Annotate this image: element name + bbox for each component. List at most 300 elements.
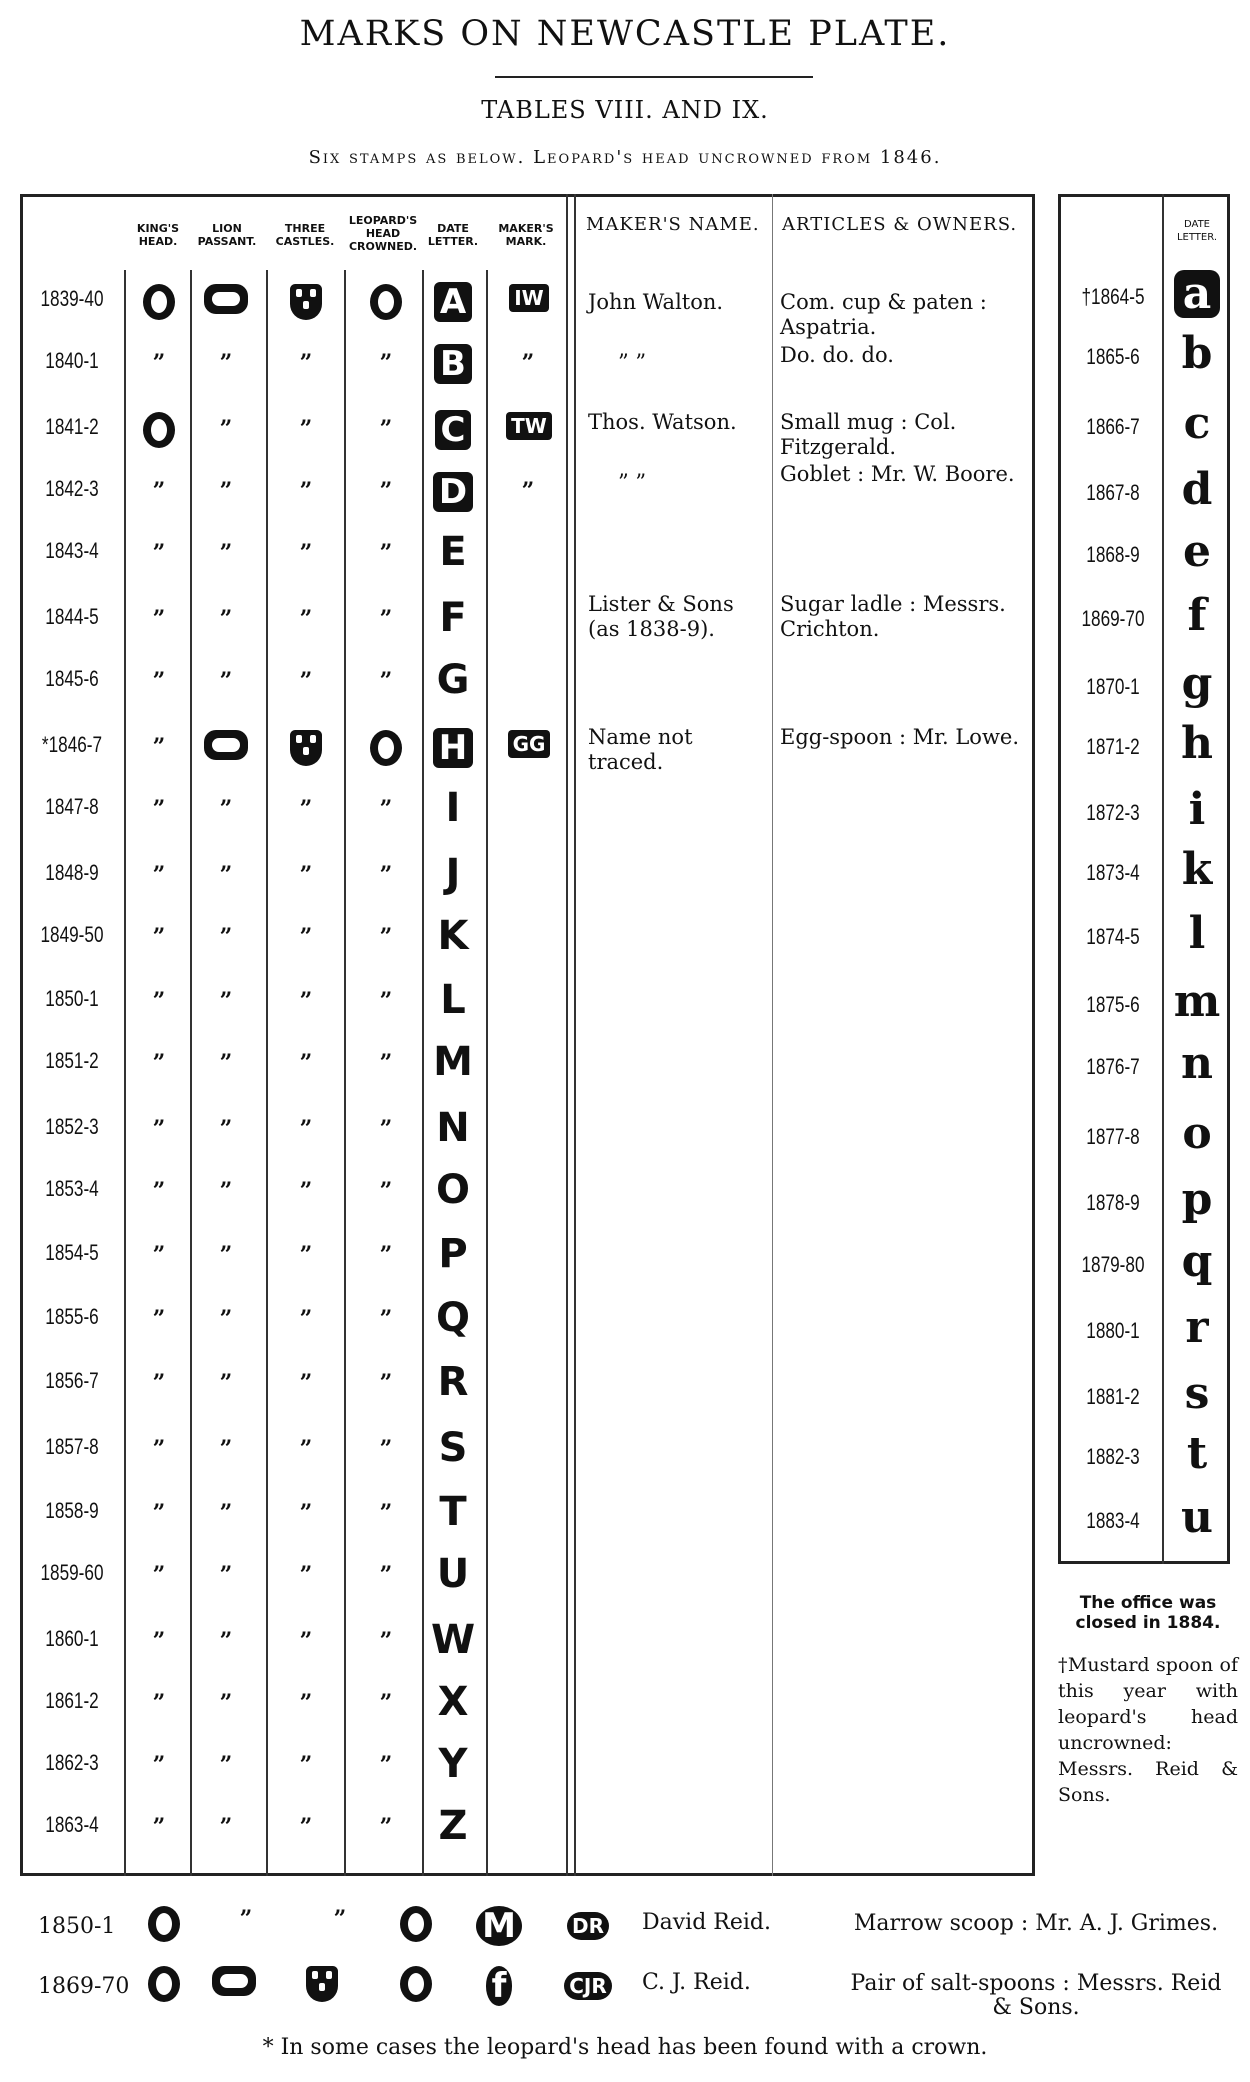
ditto-mark: ”	[299, 1752, 313, 1778]
ditto-mark: ”	[521, 350, 535, 376]
ditto-mark: ”	[152, 1050, 166, 1076]
date-letter	[426, 1232, 480, 1276]
right-date-letter	[1168, 270, 1226, 318]
lion-passant-icon	[204, 284, 248, 314]
maker-name: John Walton.	[588, 290, 724, 314]
ditto-mark: ”	[219, 924, 233, 950]
bottom-date-letter	[472, 1902, 526, 1946]
bottom-makers-mark-text: DR	[567, 1912, 609, 1940]
kings-head-icon	[148, 1966, 180, 2002]
col-divider	[124, 270, 126, 1876]
date-letter-glyph: P	[438, 1231, 468, 1277]
row-year: 1852-3	[45, 1114, 99, 1139]
right-row-year: 1880-1	[1086, 1318, 1140, 1343]
ditto-mark: ”	[219, 1628, 233, 1654]
ditto-mark: ”	[521, 478, 535, 504]
right-row-year: 1872-3	[1086, 800, 1140, 825]
right-date-letter-glyph: e	[1183, 526, 1211, 577]
makers-mark-text: TW	[506, 412, 552, 440]
ditto-mark: ”	[219, 540, 233, 566]
ditto-mark: ”	[239, 1906, 253, 1932]
right-date-letter	[1168, 1370, 1226, 1418]
article-owner: Com. cup & paten : Aspatria.	[780, 290, 987, 339]
maker-name: ” ”	[618, 350, 647, 374]
ditto-mark: ”	[219, 478, 233, 504]
ditto-mark: ”	[379, 1690, 393, 1716]
ditto-mark: ”	[219, 1752, 233, 1778]
right-row-year: 1867-8	[1086, 480, 1140, 505]
ditto-mark: ”	[299, 668, 313, 694]
right-row-year: 1874-5	[1086, 924, 1140, 949]
ditto-mark: ”	[152, 1562, 166, 1588]
right-row-year: 1875-6	[1086, 992, 1140, 1017]
date-letter	[426, 1296, 480, 1340]
right-date-letter	[1168, 1238, 1226, 1286]
row-year: 1839-40	[40, 286, 104, 311]
right-date-letter-glyph: q	[1181, 1236, 1213, 1287]
makers-mark-text: GG	[508, 730, 551, 758]
date-letter-glyph: X	[437, 1679, 469, 1725]
article-owner: Egg-spoon : Mr. Lowe.	[780, 725, 1020, 749]
bottom-article: Pair of salt-spoons : Messrs. Reid & Sons.	[850, 1971, 1222, 2020]
date-letter	[426, 278, 480, 322]
bottom-maker-name: David Reid.	[642, 1910, 771, 1935]
row-year: 1858-9	[45, 1498, 99, 1523]
ditto-mark: ”	[299, 478, 313, 504]
right-date-letter-glyph: l	[1188, 908, 1206, 959]
leopards-head-icon	[400, 1906, 432, 1942]
col-divider	[422, 270, 424, 1876]
right-row-year: 1873-4	[1086, 860, 1140, 885]
ditto-mark: ”	[219, 1306, 233, 1332]
right-date-letter	[1168, 1494, 1226, 1542]
row-year: 1855-6	[45, 1304, 99, 1329]
ditto-mark: ”	[219, 1500, 233, 1526]
date-letter	[426, 596, 480, 640]
row-year: 1845-6	[45, 666, 99, 691]
right-date-letter	[1168, 1110, 1226, 1158]
title-rule	[495, 76, 813, 78]
right-date-letter-glyph: g	[1181, 658, 1213, 709]
ditto-mark: ”	[152, 1500, 166, 1526]
date-letter-glyph: S	[438, 1425, 468, 1471]
ditto-mark: ”	[379, 1178, 393, 1204]
row-year: 1863-4	[45, 1812, 99, 1837]
date-letter	[426, 658, 480, 702]
date-letter-glyph: W	[430, 1617, 476, 1663]
ditto-mark: ”	[299, 862, 313, 888]
makers-mark	[500, 284, 558, 312]
row-year: 1857-8	[45, 1434, 99, 1459]
bottom-makers-mark	[548, 1972, 628, 2000]
makers-mark	[500, 412, 558, 440]
article-owner: Small mug : Col. Fitzgerald.	[780, 410, 957, 459]
date-letter	[426, 1106, 480, 1150]
header-right-date-letter: DATE LETTER.	[1176, 219, 1218, 243]
stamps-note: Six stamps as below. Leopard's head uncrowned from 1846.	[308, 147, 942, 168]
date-letter-glyph: N	[436, 1105, 470, 1151]
bottom-makers-mark-text: CJR	[564, 1972, 612, 2000]
date-letter-glyph: B	[434, 344, 472, 384]
right-date-letter	[1168, 720, 1226, 768]
ditto-mark: ”	[333, 1906, 347, 1932]
leopards-head-icon	[400, 1966, 432, 2002]
right-date-letter-glyph: h	[1181, 718, 1213, 769]
date-letter-glyph: F	[439, 595, 467, 641]
right-date-letter-glyph: i	[1188, 784, 1206, 835]
date-letter-glyph: L	[440, 977, 466, 1023]
col-divider	[772, 194, 773, 1876]
ditto-mark: ”	[219, 1690, 233, 1716]
col-divider	[266, 270, 268, 1876]
right-row-year: 1882-3	[1086, 1444, 1140, 1469]
ditto-mark: ”	[379, 416, 393, 442]
bottom-makers-mark	[548, 1912, 628, 1940]
header-makers-name: MAKER'S NAME.	[586, 214, 760, 235]
ditto-mark: ”	[379, 1306, 393, 1332]
ditto-mark: ”	[379, 796, 393, 822]
ditto-mark: ”	[379, 1752, 393, 1778]
row-year: 1844-5	[45, 604, 99, 629]
right-date-letter	[1168, 786, 1226, 834]
ditto-mark: ”	[219, 1116, 233, 1142]
ditto-mark: ”	[379, 668, 393, 694]
kings-head-icon	[143, 412, 175, 448]
date-letter-glyph: Z	[438, 1803, 468, 1849]
ditto-mark: ”	[219, 1178, 233, 1204]
ditto-mark: ”	[219, 606, 233, 632]
right-row-year: 1871-2	[1086, 734, 1140, 759]
ditto-mark: ”	[379, 924, 393, 950]
ditto-mark: ”	[219, 1562, 233, 1588]
ditto-mark: ”	[152, 1752, 166, 1778]
lion-passant-icon	[204, 730, 248, 760]
row-year: 1842-3	[45, 476, 99, 501]
date-letter-glyph: R	[437, 1359, 469, 1405]
bottom-date-letter-glyph: f	[486, 1966, 513, 2006]
maker-name: Name not traced.	[588, 725, 693, 774]
date-letter	[426, 406, 480, 450]
date-letter-glyph: Y	[438, 1741, 468, 1787]
page-title: MARKS ON NEWCASTLE PLATE.	[299, 14, 951, 54]
lion-passant-icon	[212, 1966, 256, 1996]
right-date-letter	[1168, 1304, 1226, 1352]
ditto-mark: ”	[219, 1242, 233, 1268]
right-date-letter	[1168, 1176, 1226, 1224]
ditto-mark: ”	[299, 1628, 313, 1654]
ditto-mark: ”	[379, 862, 393, 888]
header-kings-head: KING'S HEAD.	[136, 222, 180, 248]
footnote: * In some cases the leopard's head has been found with a crown.	[262, 2035, 988, 2060]
header-leopards-head: LEOPARD'S HEAD CROWNED.	[348, 214, 418, 253]
bottom-year: 1850-1	[38, 1914, 116, 1939]
note-office-closed: The office was closed in 1884.	[1075, 1593, 1221, 1633]
ditto-mark: ”	[219, 350, 233, 376]
right-row-year: 1883-4	[1086, 1508, 1140, 1533]
ditto-mark: ”	[299, 1562, 313, 1588]
row-year: 1848-9	[45, 860, 99, 885]
date-letter-glyph: O	[435, 1167, 470, 1213]
right-date-letter-glyph: k	[1181, 844, 1213, 895]
ditto-mark: ”	[299, 1178, 313, 1204]
row-year: *1846-7	[41, 732, 103, 757]
ditto-mark: ”	[219, 1436, 233, 1462]
right-date-letter-glyph: f	[1187, 590, 1207, 641]
ditto-mark: ”	[219, 1370, 233, 1396]
right-date-letter	[1168, 400, 1226, 448]
right-date-letter-glyph: r	[1185, 1302, 1209, 1353]
date-letter-glyph: I	[445, 785, 461, 831]
ditto-mark: ”	[152, 796, 166, 822]
col-divider	[566, 194, 568, 1876]
date-letter	[426, 852, 480, 896]
right-date-letter	[1168, 846, 1226, 894]
three-castles-icon	[306, 1966, 338, 2002]
row-year: 1843-4	[45, 538, 99, 563]
header-makers-mark: MAKER'S MARK.	[498, 222, 554, 248]
page-subtitle: TABLES VIII. AND IX.	[481, 96, 769, 124]
col-divider	[344, 270, 346, 1876]
right-row-year: 1868-9	[1086, 542, 1140, 567]
date-letter-glyph: U	[436, 1551, 470, 1597]
date-letter	[426, 1804, 480, 1848]
ditto-mark: ”	[299, 606, 313, 632]
ditto-mark: ”	[299, 1500, 313, 1526]
date-letter	[426, 1552, 480, 1596]
kings-head-icon	[148, 1906, 180, 1942]
ditto-mark: ”	[219, 988, 233, 1014]
row-year: 1840-1	[45, 348, 99, 373]
maker-name: Thos. Watson.	[588, 410, 737, 434]
date-letter-glyph: H	[433, 728, 473, 768]
date-letter	[426, 340, 480, 384]
ditto-mark: ”	[152, 1242, 166, 1268]
bottom-date-letter	[472, 1962, 526, 2006]
right-date-letter-glyph: c	[1183, 398, 1211, 449]
ditto-mark: ”	[152, 862, 166, 888]
date-letter-glyph: A	[434, 282, 472, 322]
ditto-mark: ”	[219, 1814, 233, 1840]
ditto-mark: ”	[219, 1050, 233, 1076]
right-row-year: 1881-2	[1086, 1384, 1140, 1409]
ditto-mark: ”	[379, 540, 393, 566]
date-letter	[426, 1040, 480, 1084]
col-divider	[574, 194, 576, 1876]
right-date-letter	[1168, 1430, 1226, 1478]
date-letter	[426, 724, 480, 768]
row-year: 1861-2	[45, 1688, 99, 1713]
date-letter-glyph: G	[436, 657, 470, 703]
date-letter-glyph: C	[435, 410, 472, 450]
ditto-mark: ”	[152, 1436, 166, 1462]
date-letter	[426, 530, 480, 574]
right-row-year: 1876-7	[1086, 1054, 1140, 1079]
col-divider	[190, 270, 192, 1876]
three-castles-icon	[290, 730, 322, 766]
right-date-letter	[1168, 592, 1226, 640]
article-owner: Sugar ladle : Messrs. Crichton.	[780, 592, 1006, 641]
ditto-mark: ”	[299, 1690, 313, 1716]
ditto-mark: ”	[152, 1814, 166, 1840]
row-year: 1860-1	[45, 1626, 99, 1651]
row-year: 1841-2	[45, 414, 99, 439]
ditto-mark: ”	[379, 1814, 393, 1840]
kings-head-icon	[143, 284, 175, 320]
col-divider	[1162, 194, 1164, 1564]
row-year: 1862-3	[45, 1750, 99, 1775]
date-letter	[426, 1168, 480, 1212]
date-letter-glyph: Q	[435, 1295, 470, 1341]
ditto-mark: ”	[219, 416, 233, 442]
leopards-head-icon	[370, 284, 402, 320]
right-row-year: †1864-5	[1081, 284, 1145, 309]
right-row-year: 1878-9	[1086, 1190, 1140, 1215]
col-divider	[486, 270, 488, 1876]
ditto-mark: ”	[152, 478, 166, 504]
makers-mark-text: IW	[509, 284, 549, 312]
right-row-year: 1870-1	[1086, 674, 1140, 699]
right-date-letter-glyph: b	[1181, 328, 1213, 379]
ditto-mark: ”	[299, 416, 313, 442]
ditto-mark: ”	[299, 1050, 313, 1076]
right-date-letter-glyph: m	[1173, 976, 1221, 1027]
date-letter-glyph: M	[433, 1039, 473, 1085]
row-year: 1856-7	[45, 1368, 99, 1393]
date-letter	[426, 1680, 480, 1724]
ditto-mark: ”	[379, 988, 393, 1014]
right-row-year: 1869-70	[1081, 606, 1145, 631]
article-owner: Goblet : Mr. W. Boore.	[780, 462, 1015, 486]
ditto-mark: ”	[152, 924, 166, 950]
ditto-mark: ”	[299, 796, 313, 822]
date-letter	[426, 468, 480, 512]
ditto-mark: ”	[219, 862, 233, 888]
ditto-mark: ”	[299, 1242, 313, 1268]
right-date-letter	[1168, 1040, 1226, 1088]
ditto-mark: ”	[152, 1178, 166, 1204]
date-letter	[426, 1426, 480, 1470]
right-row-year: 1865-6	[1086, 344, 1140, 369]
ditto-mark: ”	[152, 1306, 166, 1332]
right-date-letter	[1168, 528, 1226, 576]
ditto-mark: ”	[299, 1306, 313, 1332]
header-lion-passant: LION PASSANT.	[197, 222, 257, 248]
ditto-mark: ”	[379, 1050, 393, 1076]
ditto-mark: ”	[219, 796, 233, 822]
row-year: 1847-8	[45, 794, 99, 819]
right-row-year: 1866-7	[1086, 414, 1140, 439]
date-letter-glyph: E	[439, 529, 467, 575]
ditto-mark: ”	[379, 1500, 393, 1526]
date-letter	[426, 1742, 480, 1786]
header-three-castles: THREE CASTLES.	[275, 222, 335, 248]
date-letter	[426, 1360, 480, 1404]
ditto-mark: ”	[152, 1628, 166, 1654]
header-date-letter: DATE LETTER.	[427, 222, 479, 248]
ditto-mark: ”	[152, 1116, 166, 1142]
right-row-year: 1879-80	[1081, 1252, 1145, 1277]
row-year: 1850-1	[45, 986, 99, 1011]
row-year: 1849-50	[40, 922, 104, 947]
date-letter-glyph: J	[445, 851, 461, 897]
right-date-letter-glyph: u	[1181, 1492, 1213, 1543]
right-date-letter	[1168, 660, 1226, 708]
date-letter	[426, 978, 480, 1022]
date-letter	[426, 786, 480, 830]
row-year: 1854-5	[45, 1240, 99, 1265]
ditto-mark: ”	[152, 350, 166, 376]
ditto-mark: ”	[152, 540, 166, 566]
ditto-mark: ”	[152, 1370, 166, 1396]
right-date-letter	[1168, 978, 1226, 1026]
ditto-mark: ”	[299, 1370, 313, 1396]
ditto-mark: ”	[379, 1436, 393, 1462]
right-date-letter-glyph: a	[1174, 270, 1220, 318]
ditto-mark: ”	[152, 1690, 166, 1716]
ditto-mark: ”	[299, 1116, 313, 1142]
ditto-mark: ”	[379, 606, 393, 632]
right-date-letter-glyph: t	[1186, 1428, 1208, 1479]
date-letter-glyph: D	[433, 472, 473, 512]
three-castles-icon	[290, 284, 322, 320]
maker-name: ” ”	[618, 470, 647, 494]
ditto-mark: ”	[299, 924, 313, 950]
right-date-letter-glyph: p	[1181, 1174, 1213, 1225]
ditto-mark: ”	[152, 668, 166, 694]
right-date-letter-glyph: o	[1182, 1108, 1212, 1159]
ditto-mark: ”	[379, 1242, 393, 1268]
bottom-article: Marrow scoop : Mr. A. J. Grimes.	[853, 1911, 1219, 1936]
right-date-letter	[1168, 330, 1226, 378]
maker-name: Lister & Sons (as 1838-9).	[588, 592, 734, 641]
ditto-mark: ”	[152, 734, 166, 760]
ditto-mark: ”	[299, 350, 313, 376]
right-date-letter-glyph: n	[1181, 1038, 1213, 1089]
makers-mark	[500, 730, 558, 758]
note-mustard-spoon: †Mustard spoon of this year with leopard's head uncrowned: Messrs. Reid & Sons.	[1058, 1654, 1238, 1806]
row-year: 1859-60	[40, 1560, 104, 1585]
ditto-mark: ”	[299, 540, 313, 566]
date-letter	[426, 914, 480, 958]
ditto-mark: ”	[379, 1562, 393, 1588]
right-row-year: 1877-8	[1086, 1124, 1140, 1149]
row-year: 1851-2	[45, 1048, 99, 1073]
bottom-date-letter-glyph: M	[476, 1906, 522, 1946]
ditto-mark: ”	[379, 1116, 393, 1142]
ditto-mark: ”	[379, 350, 393, 376]
bottom-year: 1869-70	[38, 1974, 130, 1999]
right-date-letter	[1168, 910, 1226, 958]
ditto-mark: ”	[379, 1628, 393, 1654]
row-year: 1853-4	[45, 1176, 99, 1201]
leopards-head-icon	[370, 730, 402, 766]
date-letter-glyph: K	[437, 913, 469, 959]
ditto-mark: ”	[379, 1370, 393, 1396]
header-articles: ARTICLES & OWNERS.	[782, 214, 1018, 235]
bottom-maker-name: C. J. Reid.	[642, 1970, 751, 1995]
ditto-mark: ”	[299, 1436, 313, 1462]
right-date-letter-glyph: s	[1184, 1368, 1210, 1419]
date-letter	[426, 1618, 480, 1662]
ditto-mark: ”	[299, 1814, 313, 1840]
date-letter	[426, 1490, 480, 1534]
right-date-letter-glyph: d	[1181, 464, 1213, 515]
ditto-mark: ”	[219, 668, 233, 694]
article-owner: Do. do. do.	[780, 343, 894, 367]
date-letter-glyph: T	[439, 1489, 467, 1535]
ditto-mark: ”	[152, 606, 166, 632]
ditto-mark: ”	[379, 478, 393, 504]
